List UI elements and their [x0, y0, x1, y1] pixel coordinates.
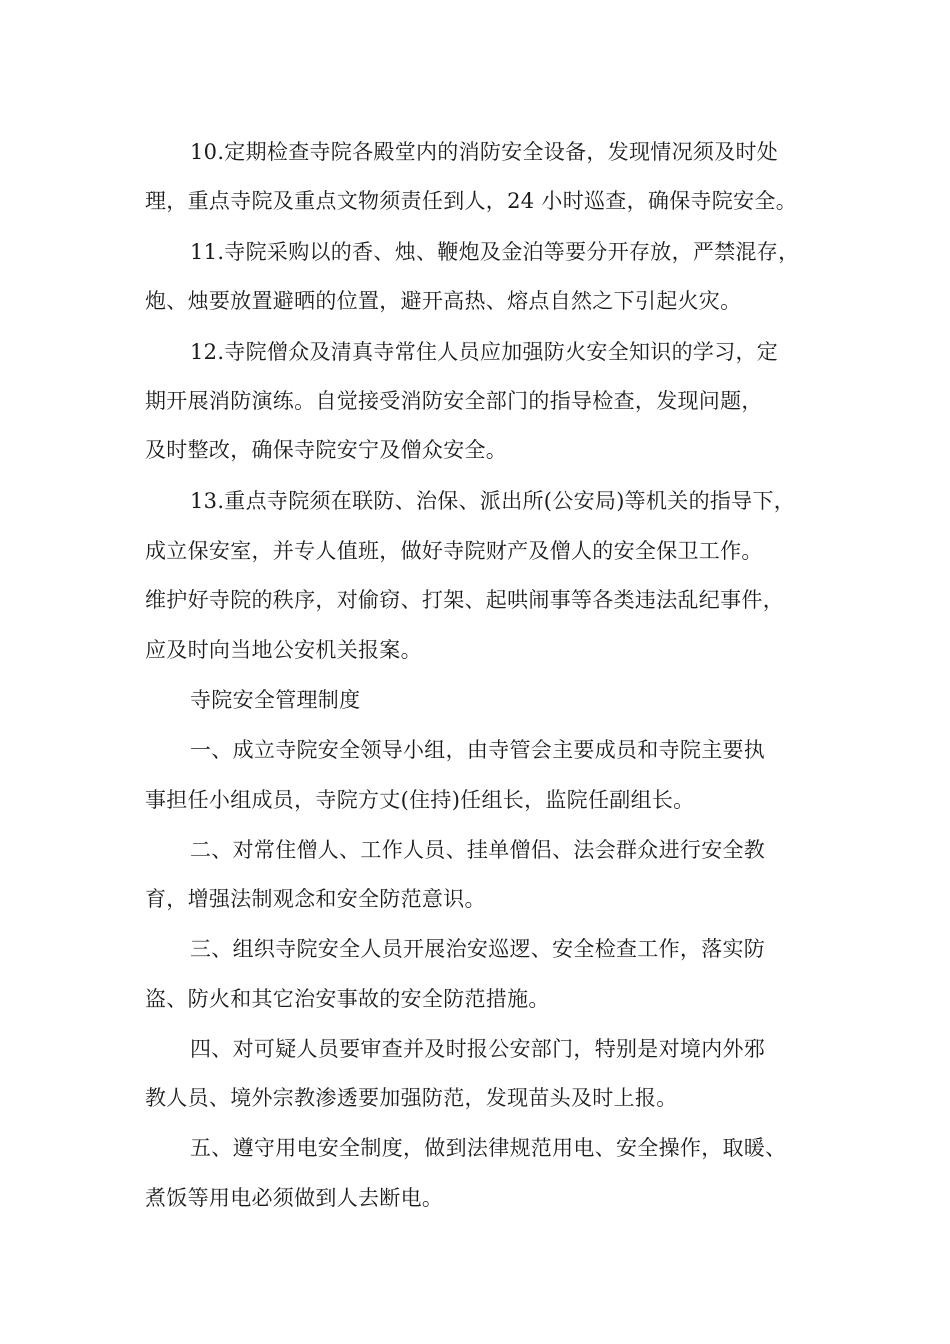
rule-4-line-1: 四、对可疑人员要审查并及时报公安部门，特别是对境内外邪 — [190, 1037, 766, 1061]
rule-3-line-1: 三、组织寺院安全人员开展治安巡逻、安全检查工作，落实防 — [190, 937, 766, 961]
rule-1-line-2: 事担任小组成员，寺院方丈(住持)任组长，监院任副组长。 — [145, 788, 695, 812]
section-heading: 寺院安全管理制度 — [190, 688, 361, 712]
rule-5-line-1: 五、遵守用电安全制度，做到法律规范用电、安全操作，取暖、 — [190, 1136, 787, 1160]
paragraph-10-line-1: 10.定期检查寺院各殿堂内的消防安全设备，发现情况须及时处 — [190, 140, 779, 164]
paragraph-13-line-3: 维护好寺院的秩序，对偷窃、打架、起哄闹事等各类违法乱纪事件， — [145, 588, 784, 612]
rule-5-line-2: 煮饭等用电必须做到人去断电。 — [145, 1186, 444, 1210]
rule-3-line-2: 盗、防火和其它治安事故的安全防范措施。 — [145, 987, 550, 1011]
paragraph-11-line-1: 11.寺院采购以的香、烛、鞭炮及金泊等要分开存放，严禁混存， — [190, 240, 800, 264]
paragraph-12-line-1: 12.寺院僧众及清真寺常住人员应加强防火安全知识的学习，定 — [190, 340, 779, 364]
rule-1-line-1: 一、成立寺院安全领导小组，由寺管会主要成员和寺院主要执 — [190, 738, 766, 762]
rule-4-line-2: 教人员、境外宗教渗透要加强防范，发现苗头及时上报。 — [145, 1086, 678, 1110]
paragraph-11-line-2: 炮、烛要放置避晒的位置，避开高热、熔点自然之下引起火灾。 — [145, 289, 742, 313]
paragraph-10-line-2: 理，重点寺院及重点文物须责任到人，24 小时巡查，确保寺院安全。 — [145, 189, 797, 213]
paragraph-13-line-4: 应及时向当地公安机关报案。 — [145, 638, 422, 662]
paragraph-13-line-1: 13.重点寺院须在联防、治保、派出所(公安局)等机关的指导下， — [190, 489, 796, 513]
rule-2-line-2: 育，增强法制观念和安全防范意识。 — [145, 887, 486, 911]
paragraph-12-line-2: 期开展消防演练。自觉接受消防安全部门的指导检查，发现问题， — [145, 389, 763, 413]
rule-2-line-1: 二、对常住僧人、工作人员、挂单僧侣、法会群众进行安全教 — [190, 838, 766, 862]
paragraph-12-line-3: 及时整改，确保寺院安宁及僧众安全。 — [145, 438, 508, 462]
paragraph-13-line-2: 成立保安室，并专人值班，做好寺院财产及僧人的安全保卫工作。 — [145, 539, 763, 563]
